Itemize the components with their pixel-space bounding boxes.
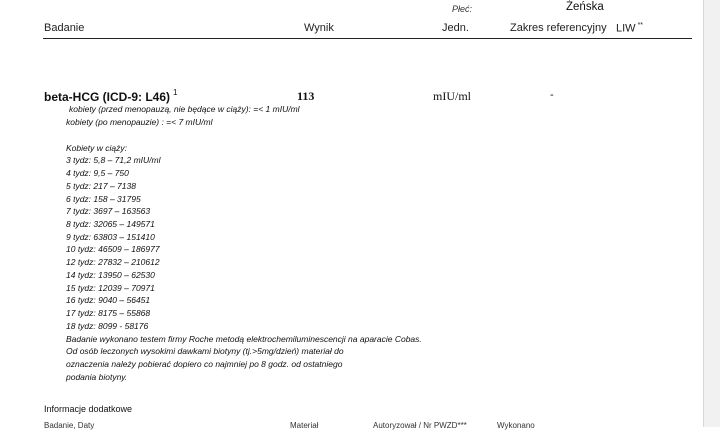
test-reference-range: - [550, 89, 554, 101]
column-header-badanie: Badanie [44, 22, 85, 34]
test-footnote: 1 [173, 88, 178, 97]
column-header-jedn: Jedn. [442, 22, 469, 34]
note-line: kobiety (przed menopauzą, nie będące w ciąży): =< 1 mIU/ml [69, 104, 300, 114]
note-line: 12 tydz: 27832 – 210612 [66, 257, 160, 267]
note-line: 8 tydz: 32065 – 149571 [66, 219, 155, 229]
cut-column-material: Materiał [290, 421, 319, 430]
test-unit: mIU/ml [433, 89, 471, 103]
cut-column-badanie-daty: Badanie, Daty [44, 421, 95, 430]
column-header-zakres: Zakres referencyjny [510, 22, 607, 34]
note-line: 15 tydz: 12039 – 70971 [66, 283, 155, 293]
note-line: 18 tydz: 8099 - 58176 [66, 321, 149, 331]
note-line: 5 tydz: 217 – 7138 [66, 181, 136, 191]
note-line: 4 tydz: 9,5 – 750 [66, 168, 129, 178]
note-line: 3 tydz: 5,8 – 71,2 mIU/ml [66, 155, 161, 165]
note-line: Od osób leczonych wysokimi dawkami biotyny (tj.>5mg/dzień) materiał do [66, 346, 344, 356]
note-line: 17 tydz: 8175 – 55868 [66, 308, 151, 318]
note-line: 6 tydz: 158 – 31795 [66, 194, 141, 204]
note-line: 9 tydz: 63803 – 151410 [66, 232, 155, 242]
liw-marker: ** [637, 22, 644, 29]
gender-value: Żeńska [566, 1, 604, 13]
test-result: 113 [297, 89, 315, 103]
note-line: podania biotyny. [66, 372, 128, 382]
column-header-liw [616, 22, 643, 35]
test-name [44, 88, 177, 104]
note-line: Kobiety w ciąży: [66, 143, 127, 153]
additional-info-title: Informacje dodatkowe [44, 404, 133, 414]
page-edge [703, 0, 720, 427]
gender-label: Płeć: [452, 4, 473, 14]
note-line: kobiety (po menopauzie) : =< 7 mIU/ml [66, 117, 213, 127]
liw-label: LIW [616, 22, 636, 35]
note-line: 7 tydz: 3697 – 163563 [66, 206, 151, 216]
column-header-wynik: Wynik [304, 22, 334, 34]
note-line: oznaczenia należy pobierać dopiero co najmniej po 8 godz. od ostatniego [66, 359, 343, 369]
header-rule [43, 38, 692, 39]
note-line: 16 tydz: 9040 – 56451 [66, 295, 151, 305]
cut-column-autoryzowal: Autoryzował / Nr PWZD*** [373, 421, 467, 430]
test-name-label: beta-HCG (ICD-9: L46) [44, 90, 171, 104]
note-line: 14 tydz: 13950 – 62530 [66, 270, 155, 280]
cut-column-wykonano: Wykonano [497, 421, 535, 430]
note-line: 10 tydz: 46509 – 186977 [66, 244, 160, 254]
note-line: Badanie wykonano testem firmy Roche metodą elektrochemiluminescencji na aparacie Cobas. [66, 334, 422, 344]
